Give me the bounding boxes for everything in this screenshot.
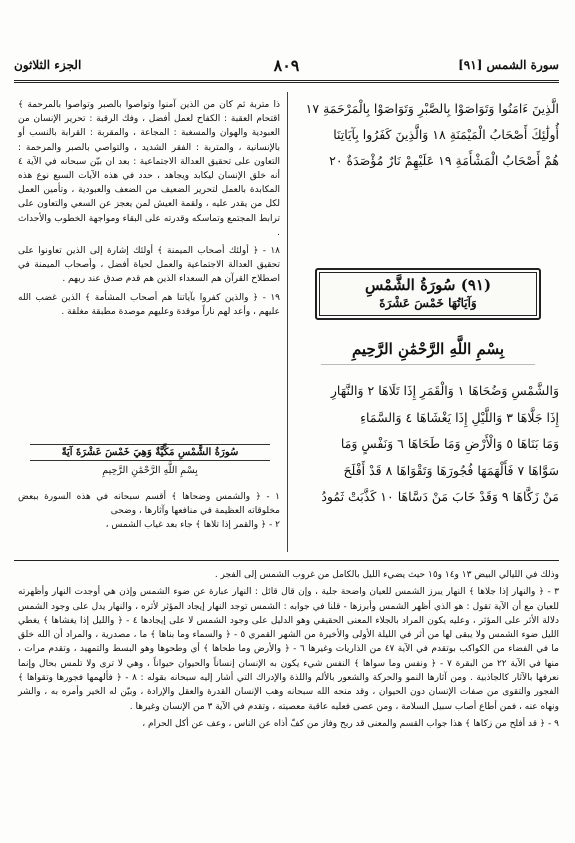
commentary-paragraph: ٩ - ﴿ قد أفلح من زكاها ﴾ هذا جواب القسم والمعنى قد ربح وفاز من كفّ أذاه عن الناس ، وعف عن أكل الحرام ، xyxy=(142,718,559,729)
section-rule xyxy=(14,560,559,561)
commentary-full-width xyxy=(18,568,559,734)
commentary-paragraph: ٢ - ﴿ والقمر إذا تلاها ﴾ جاء بعد غياب الشمس ، xyxy=(105,520,280,531)
column-divider xyxy=(287,92,288,552)
commentary-paragraph: وذلك في الليالي البيض ١٣ و١٤ و١٥ حيث يضيء الليل بالكامل من غروب الشمس إلى الفجر . xyxy=(214,570,559,580)
verse-line: وَمَا بَنَاهَا ٥ وَالْأَرْضِ وَمَا طَحَاهَا ٦ وَنَفْسٍ وَمَا xyxy=(340,436,559,451)
surah-verse-count: وَآيَاتُهَا خَمْسَ عَشْرَةَ xyxy=(379,296,477,310)
verse-line: أُولَٰئِكَ أَصْحَابُ الْمَيْمَنَةِ ١٨ وَالَّذِينَ كَفَرُوا بِآيَاتِنَا xyxy=(333,127,559,142)
surah-title-inner xyxy=(319,272,537,316)
page-number: ٨٠٩ xyxy=(273,55,300,75)
commentary-basmala: بِسْمِ اللَّهِ الرَّحْمَٰنِ الرَّحِيمِ xyxy=(102,465,198,476)
commentary-top xyxy=(18,98,280,323)
verse-line: مَنْ زَكَّاهَا ٩ وَقَدْ خَابَ مَنْ دَسَّاهَا ١٠ كَذَّبَتْ ثَمُودُ xyxy=(321,489,559,504)
verse-line: وَالشَّمْسِ وَضُحَاهَا ١ وَالْقَمَرِ إِذَا تَلَاهَا ٢ وَالنَّهَارِ xyxy=(330,383,559,398)
commentary-surah-title: سُورَةُ الشَّمْسِ مَكِّيَّةٌ وَهِيَ خَمْسَ عَشْرَةَ آيَةً xyxy=(30,444,270,461)
surah-title: (٩١) سُورَةُ الشَّمْسِ xyxy=(364,276,492,294)
basmala: بِسْمِ اللَّهِ الرَّحْمَٰنِ الرَّحِيمِ xyxy=(321,340,535,365)
verse-line: سَوَّاهَا ٧ فَأَلْهَمَهَا فُجُورَهَا وَتَقْوَاهَا ٨ قَدْ أَفْلَحَ xyxy=(343,462,559,478)
commentary-low xyxy=(18,490,280,533)
running-header xyxy=(14,52,559,78)
commentary-paragraph: ١٩ - ﴿ والذين كفروا بآياتنا هم أصحاب المشأمة ﴾ الذين غضب الله عليهم ، وأعد لهم ناراً موقدة وعليهم موصدة مطبقة مغلقة . xyxy=(18,292,280,317)
commentary-paragraph: ٣ - ﴿ والنهار إذا جلاها ﴾ النهار يبرز الشمس للعيان واضحة جلية ، وإن قال قائل : النهار عبارة عن ضوء الشمس وإذن هي أوجدت النهار وأظهرته للعيان مع أن الآية تقول : هو الذي أظهر الشمس وأبرزها - قلنا في جوابه : الشمس توجد النهار إيجاد المؤثر لأثره ، والنهار يدل على وجود الشمس دلالة الأثر على المؤثر ، وعليه يكون المراد بالجلاء المعنى الحقيقي وهو الدليل على وجود الشمس لا على إيجادها ٤ - ﴿ والليل إذا يغشاها ﴾ يغطي الليل ضوء الشمس ولا يبقى لها من أثر في الليلة الأولى والأخيرة من الشهر القمري ٥ - ﴿ والسماء وما بناها ﴾ ما ، مصدرية ، والمراد أن الله خلق ما في الفضاء من الكواكب بوتقدم في الآية ٤٧ من الذاريات وغيرها ٦ - ﴿ والأرض وما طحاها ﴾ أي وطحوها وهو البسط والتمهيد ، وتقدم مرات ، منها في الآية ٢٢ من البقرة ٧ - ﴿ ونفس وما سواها ﴾ النفس شيء يكون به الإنسان إنساناً والحيوان حيواناً ، وهي لا ترى ولا تلمس بحال وإنما نعرفها بالآثار كالجاذبية . ومن آثارها النمو والحركة والشعور بالألم واللذة والإدراك التي أشار إليه سبحانه بقوله : ٨ - ﴿ فألهمها فجورها وتقواها ﴾ الفجور والتقوى من صفات الإنسان دون الحيوان ، وقد منحه الله سبحانه وهب الإنسان القدرة والعقل والإرادة ، وبيّن له الخير وأمره به ، والشر ونهاه عنه ، فمن أطاع أصاب سبيل السلامة ، ومن عصى فعليه عاقبة معصيته ، وتقدم في الآية ٣ من الإنسان وغيرها . xyxy=(18,587,560,712)
surah-title-box xyxy=(315,268,541,320)
verse-line: هُمْ أَصْحَابُ الْمَشْأَمَةِ ١٩ عَلَيْهِمْ نَارٌ مُؤْصَدَةٌ ٢٠ xyxy=(329,153,559,168)
header-rule xyxy=(14,80,559,83)
surah-reference: سورة الشمس [٩١] xyxy=(458,58,559,72)
commentary-surah-header xyxy=(30,444,270,476)
verse-line: الَّذِينَ ءَامَنُوا وَتَوَاصَوْا بِالصَّبْرِ وَتَوَاصَوْا بِالْمَرْحَمَةِ ١٧ xyxy=(305,101,559,116)
surah-verses-block xyxy=(297,378,559,511)
commentary-paragraph: ١ - ﴿ والشمس وضحاها ﴾ أقسم سبحانه في هذه السورة ببعض مخلوقاته العظيمة في منافعها وآثارها ، وضحى xyxy=(18,492,280,517)
verse-line: إِذَا جَلَّاهَا ٣ وَاللَّيْلِ إِذَا يَغْشَاهَا ٤ وَالسَّمَاءِ xyxy=(360,409,559,425)
juz-label: الجزء الثلاثون xyxy=(14,58,82,72)
commentary-paragraph: ١٨ - ﴿ أولئك أصحاب الميمنة ﴾ أولئك إشارة إلى الذين تعاونوا على تحقيق العدالة الاجتماعية والعمل لحياة أفضل ، وأصحاب الميمنة في اصطلاح القرآن هم السعداء الذين هم قدم صدق عند ربهم . xyxy=(18,246,280,285)
commentary-paragraph: ذا متربة ثم كان من الذين آمنوا وتواصوا بالصبر وتواصوا بالمرحمة ﴾ اقتحام العقبة : الكفاح لعمل أفضل ، وفك الرقبة : تحرير الإنسان من العبودية والهوان والمسغبة : المجاعة ، والمقربة : القرابة بالنسب أو بالإنسانية ، والمتربة : الفقر الشديد ، والتواصي بالصبر والمرحمة : التعاون على تحقيق العدالة الاجتماعية : بعد ان بيّن سبحانه في الآية ٤ أنه خلق الإنسان ليكابد ويجاهد ، حدد في هذه الآيات السبع نوع هذه المكابدة بالعمل لتحرير الضعيف من الضعف والعبودية ، وتأمين العمل لكل من يقدر عليه ، ولقمة العيش لمن يعجز عن السعي والتعاون على ترابط المجتمع وتماسكه وقدرته على البقاء ومواجهة الخطوب والأحداث . xyxy=(18,100,280,238)
